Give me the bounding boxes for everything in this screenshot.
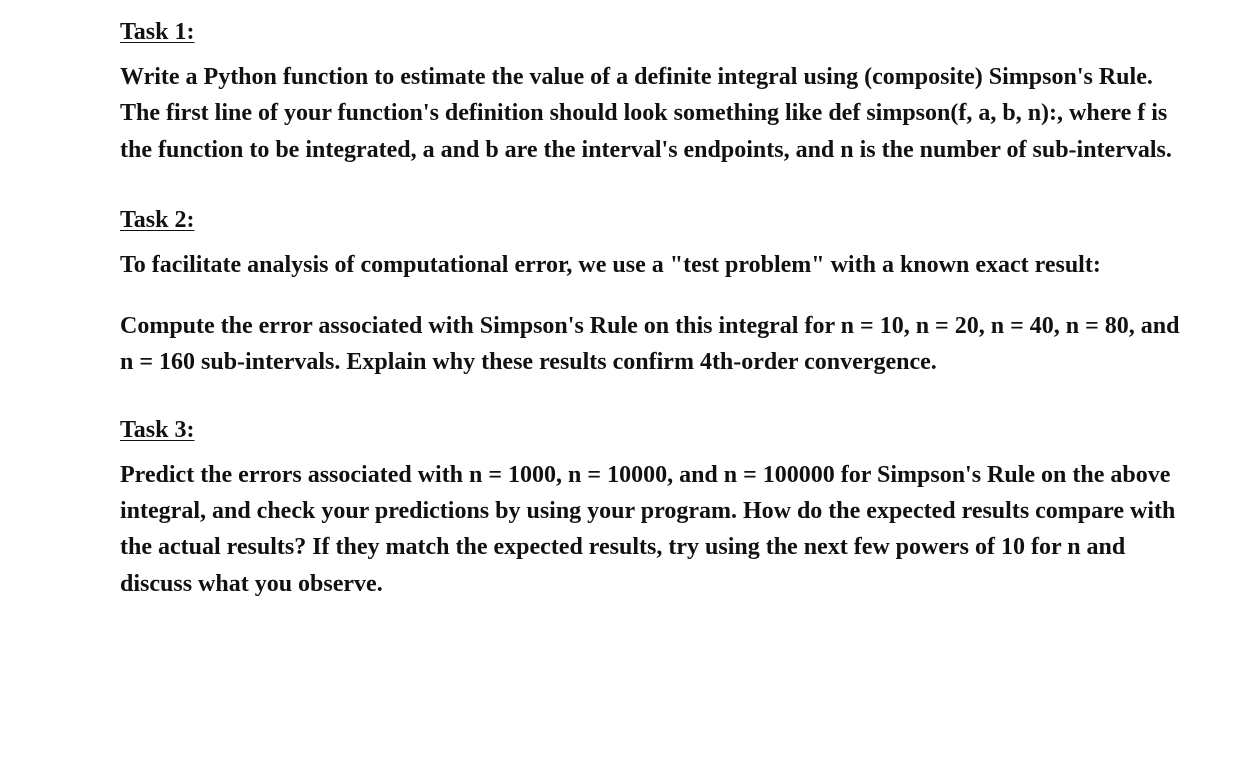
task-3-paragraph: Predict the errors associated with n = 1000, n = 10000, and n = 100000 for Simpson's Rule on the above integral, and check your predictions by using your program. How do the expected results compare with the actual results? If they match the expected results, try using the next few powers of 10 for n and discuss what you observe. xyxy=(120,461,1176,597)
task-1-section xyxy=(120,14,1180,168)
task-2-heading: Task 2: xyxy=(120,206,195,233)
task-3-section xyxy=(120,412,1180,602)
task-2-intro-paragraph: To facilitate analysis of computational error, we use a "test problem" with a known exact result: xyxy=(120,251,1101,278)
document xyxy=(120,14,1180,602)
task-1-paragraph: Write a Python function to estimate the value of a definite integral using (composite) Simpson's Rule. The first line of your function's definition should look something like def simpson(f, a, b, n):, where f is the function to be integrated, a and b are the interval's endpoints, and n is the number of sub-intervals. xyxy=(120,64,1172,163)
task-2-instruction-paragraph: Compute the error associated with Simpson's Rule on this integral for n = 10, n = 20, n = 40, n = 80, and n = 160 sub-intervals. Explain why these results confirm 4th-order convergence. xyxy=(120,313,1180,376)
task-1-heading: Task 1: xyxy=(120,19,195,45)
task-3-heading: Task 3: xyxy=(120,416,195,443)
task-2-section xyxy=(120,202,1180,381)
